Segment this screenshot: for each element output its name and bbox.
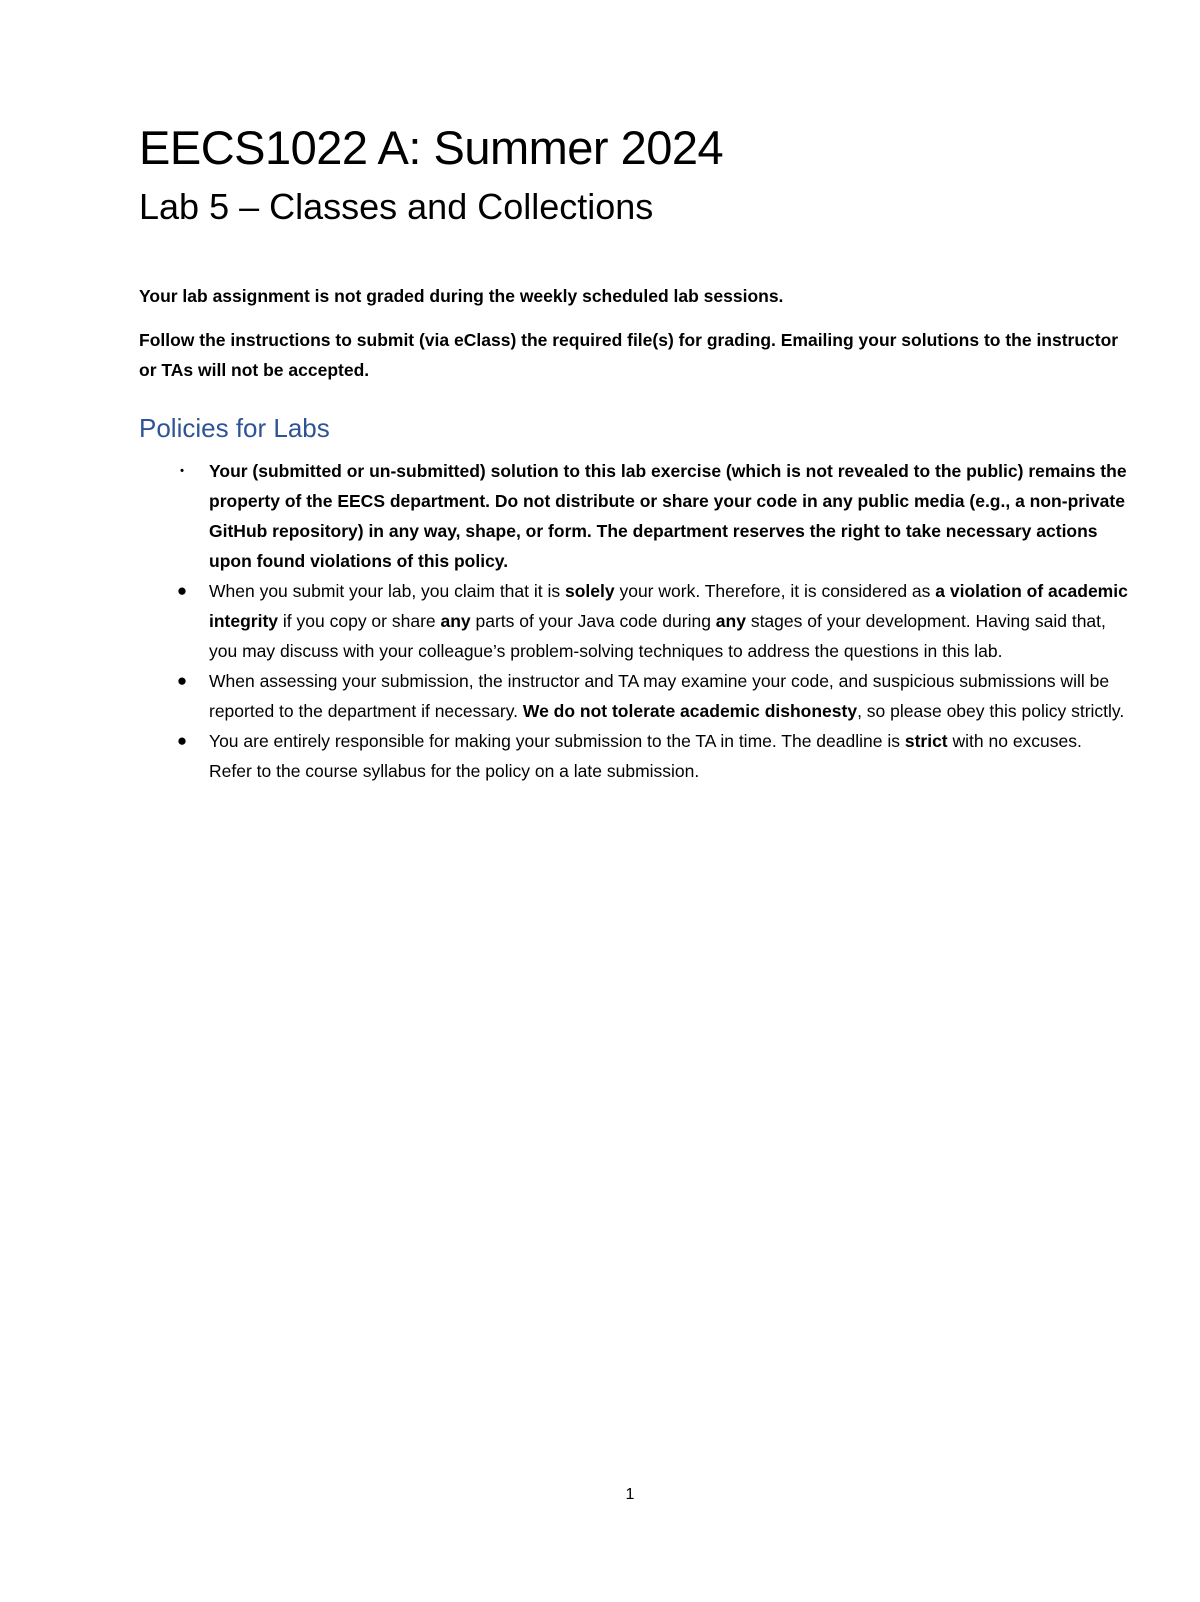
policy-text: your work. Therefore, it is considered as (614, 581, 936, 601)
policy-emphasis: a violation of academic integrity (209, 581, 1128, 631)
policy-text: When assessing your submission, the instructor and TA may examine your code, and suspicious submissions will be reported to the department if necessary. (209, 671, 1110, 721)
bullet-icon: ● (176, 671, 188, 690)
policy-item-deadline (139, 726, 1129, 786)
policy-item-integrity (139, 576, 1129, 666)
policy-list (139, 456, 1129, 786)
policy-text: , so please obey this policy strictly. (857, 701, 1125, 721)
policy-item-assessment (139, 666, 1129, 726)
bullet-icon: ● (176, 581, 188, 600)
intro-paragraph-submission: Follow the instructions to submit (via eClass) the required file(s) for grading. Emailing your solutions to the instructor or TAs will not be accepted. (139, 330, 1119, 380)
bullet-icon: ● (176, 731, 188, 750)
policy-emphasis: strict (904, 731, 948, 751)
policy-text: You are entirely responsible for making your submission to the TA in time. The deadline is (209, 731, 905, 751)
intro-paragraph-grading: Your lab assignment is not graded during the weekly scheduled lab sessions. (139, 286, 784, 306)
document-subtitle: Lab 5 – Classes and Collections (139, 186, 654, 227)
policy-emphasis: solely (564, 581, 615, 601)
document-title: EECS1022 A: Summer 2024 (139, 121, 724, 174)
policy-text: Your (submitted or un-submitted) solution to this lab exercise (which is not revealed to the public) remains the property of the EECS department. Do not distribute or share your code in any public media (e.g., a non-private GitHub repository) in any way, shape, or form. The department reserves the right to take necessary actions upon found violations of this policy. (209, 461, 1127, 571)
policy-text: if you copy or share (278, 611, 441, 631)
policy-item-property (139, 456, 1129, 576)
policy-emphasis: any (440, 611, 471, 631)
policy-emphasis: We do not tolerate academic dishonesty (522, 701, 858, 721)
bullet-icon: • (180, 465, 184, 477)
policy-text: When you submit your lab, you claim that it is (209, 581, 565, 601)
policy-emphasis: any (715, 611, 746, 631)
policy-text: parts of your Java code during (470, 611, 716, 631)
policy-text: with no excuses. Refer to the course syllabus for the policy on a late submission. (209, 731, 1082, 781)
page-number: 1 (625, 1486, 635, 1503)
policy-text: stages of your development. Having said that, you may discuss with your colleague’s problem-solving techniques to address the questions in this lab. (209, 611, 1106, 661)
section-heading-policies: Policies for Labs (139, 413, 330, 443)
